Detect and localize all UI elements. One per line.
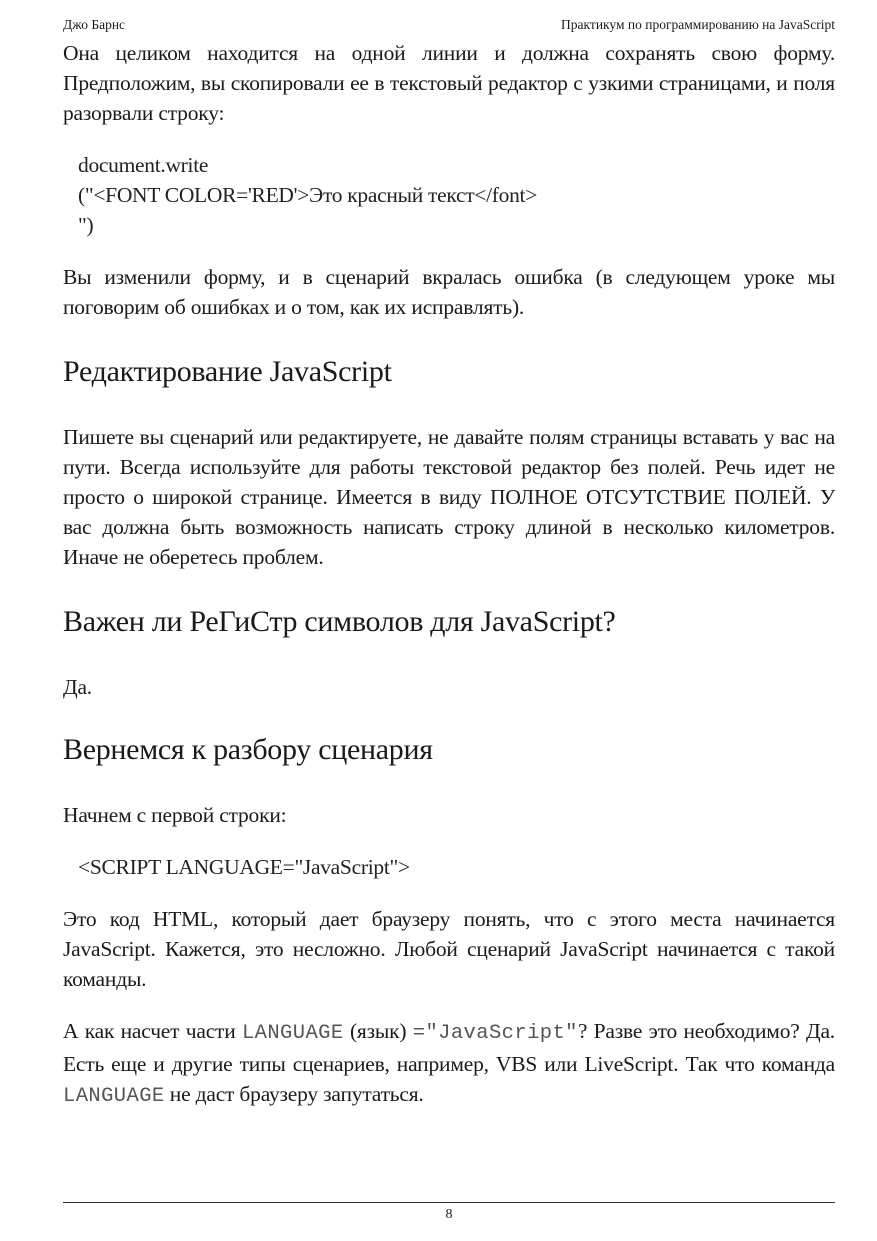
language-text-part: (язык) (343, 1019, 413, 1043)
intro-paragraph: Она целиком находится на одной линии и должна сохранять свою форму. Предположим, вы скопировали ее в текстовый редактор с узкими страницами, и поля разорвали строку: (63, 41, 835, 125)
language-text-part: А как насчет части (63, 1019, 242, 1043)
section-heading-case: Важен ли РеГиСтр символов для JavaScript? (63, 605, 616, 638)
header-book-title: Практикум по программированию на JavaScript (561, 17, 835, 32)
editing-paragraph: Пишете вы сценарий или редактируете, не давайте полям страницы вставать у вас на пути. Всегда используйте для работы текстовой редактор без полей. Речь идет не просто о широкой странице. Имеется в виду ПОЛНОЕ ОТСУТСТВИЕ ПОЛЕЙ. У вас должна быть возможность написать строку длиной в несколько километров. Иначе не оберетесь проблем. (63, 425, 835, 569)
footer-divider (63, 1202, 835, 1203)
inline-code-language: LANGUAGE (63, 1085, 165, 1108)
inline-code-javascript: ="JavaScript" (412, 1022, 578, 1045)
page-number: 8 (445, 1207, 453, 1222)
first-line-intro-paragraph: Начнем с первой строки: (63, 803, 287, 827)
case-answer-paragraph: Да. (63, 675, 92, 699)
code-line: <SCRIPT LANGUAGE="JavaScript"> (78, 855, 410, 879)
header-author: Джо Барнс (63, 17, 126, 32)
document-page (63, 0, 835, 1241)
code-line: ("<FONT COLOR='RED'>Это красный текст</font> (78, 183, 538, 207)
section-heading-editing: Редактирование JavaScript (63, 355, 392, 388)
code-example-block (63, 150, 835, 240)
section-heading-return: Вернемся к разбору сценария (63, 733, 433, 766)
inline-code-language: LANGUAGE (241, 1022, 344, 1045)
code-line: document.write (78, 153, 209, 177)
language-paragraph (63, 1016, 835, 1112)
html-explanation-paragraph: Это код HTML, который дает браузеру понять, что с этого места начинается JavaScript. Кажется, это несложно. Любой сценарий JavaScript начинается с такой команды. (63, 907, 835, 991)
language-text-part: не даст браузеру запутаться. (164, 1082, 424, 1106)
language-text-part: ? Разве это необходимо? Да. Есть еще и другие типы сценариев, например, VBS или LiveScript. Так что команда (63, 1019, 835, 1076)
error-note-paragraph: Вы изменили форму, и в сценарий вкралась ошибка (в следующем уроке мы поговорим об ошибках и о том, как их исправлять). (63, 265, 835, 319)
script-tag-code-block (63, 852, 835, 882)
code-line: ") (78, 213, 94, 237)
page-content (63, 38, 835, 1112)
running-header (63, 16, 835, 34)
